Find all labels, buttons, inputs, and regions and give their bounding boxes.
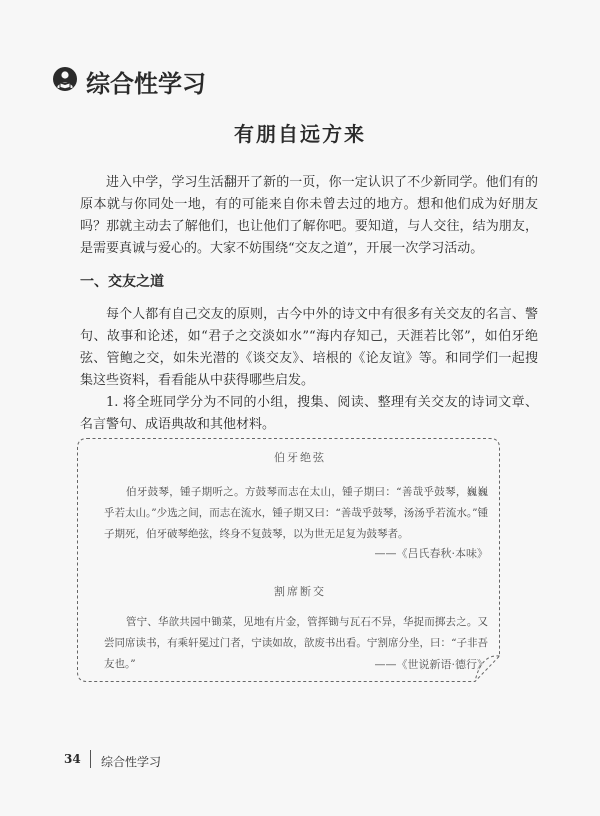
story-title: 伯牙绝弦 [274,451,326,464]
lesson-title: 有朋自远方来 [234,122,366,146]
intro-paragraph: 进入中学，学习生活翻开了新的一页，你一定认识了不少新同学。他们有的原本就与你同处一地，有的可能来自你未曾去过的地方。想和他们成为好朋友吗？那就主动去了解他们，也让他们了解你吧。要知道，与人交往，结为朋友，是需要真诚与爱心的。大家不妨围绕“交友之道”，开展一次学习活动。 [80,175,538,256]
task-item: 1. 将全班同学分为不同的小组，搜集、阅读、整理有关交友的诗词文章、名言警句、成语典故和其他材料。 [80,395,538,432]
section-title: 综合性学习 [86,70,206,98]
subsection-heading: 一、交友之道 [80,274,164,290]
story-source: ——《吕氏春秋·本味》 [374,547,488,560]
page-number: 34 [64,752,81,766]
body-paragraph: 每个人都有自己交友的原则，古今中外的诗文中有很多有关交友的名言、警句、故事和论述，如“君子之交淡如水”“海内存知己，天涯若比邻”，如伯牙绝弦、管鲍之交，如朱光潜的《谈交友》、培根的《论友谊》等。和同学们一起搜集这些资料，看看能从中获得哪些启发。 [80,307,538,388]
story-body: 伯牙鼓琴，锺子期听之。方鼓琴而志在太山，锺子期曰：“善哉乎鼓琴，巍巍乎若太山。”少选之间，而志在流水，锺子期又曰：“善哉乎鼓琴，汤汤乎若流水。”锺子期死，伯牙破琴绝弦，终身不复鼓琴，以为世无足复为鼓琴者。 [104,486,488,540]
story-source: ——《世说新语·德行》 [374,658,488,671]
footer-divider [90,750,91,768]
story-title: 割席断交 [274,585,326,598]
reading-person-icon [52,66,78,92]
story-body: 管宁、华歆共园中锄菜，见地有片金，管挥锄与瓦石不异，华捉而掷去之。又尝同席读书，有乘轩冕过门者，宁读如故，歆废书出看。宁割席分坐，曰：“子非吾友也。” [104,616,488,670]
footer-section-label: 综合性学习 [101,755,162,769]
